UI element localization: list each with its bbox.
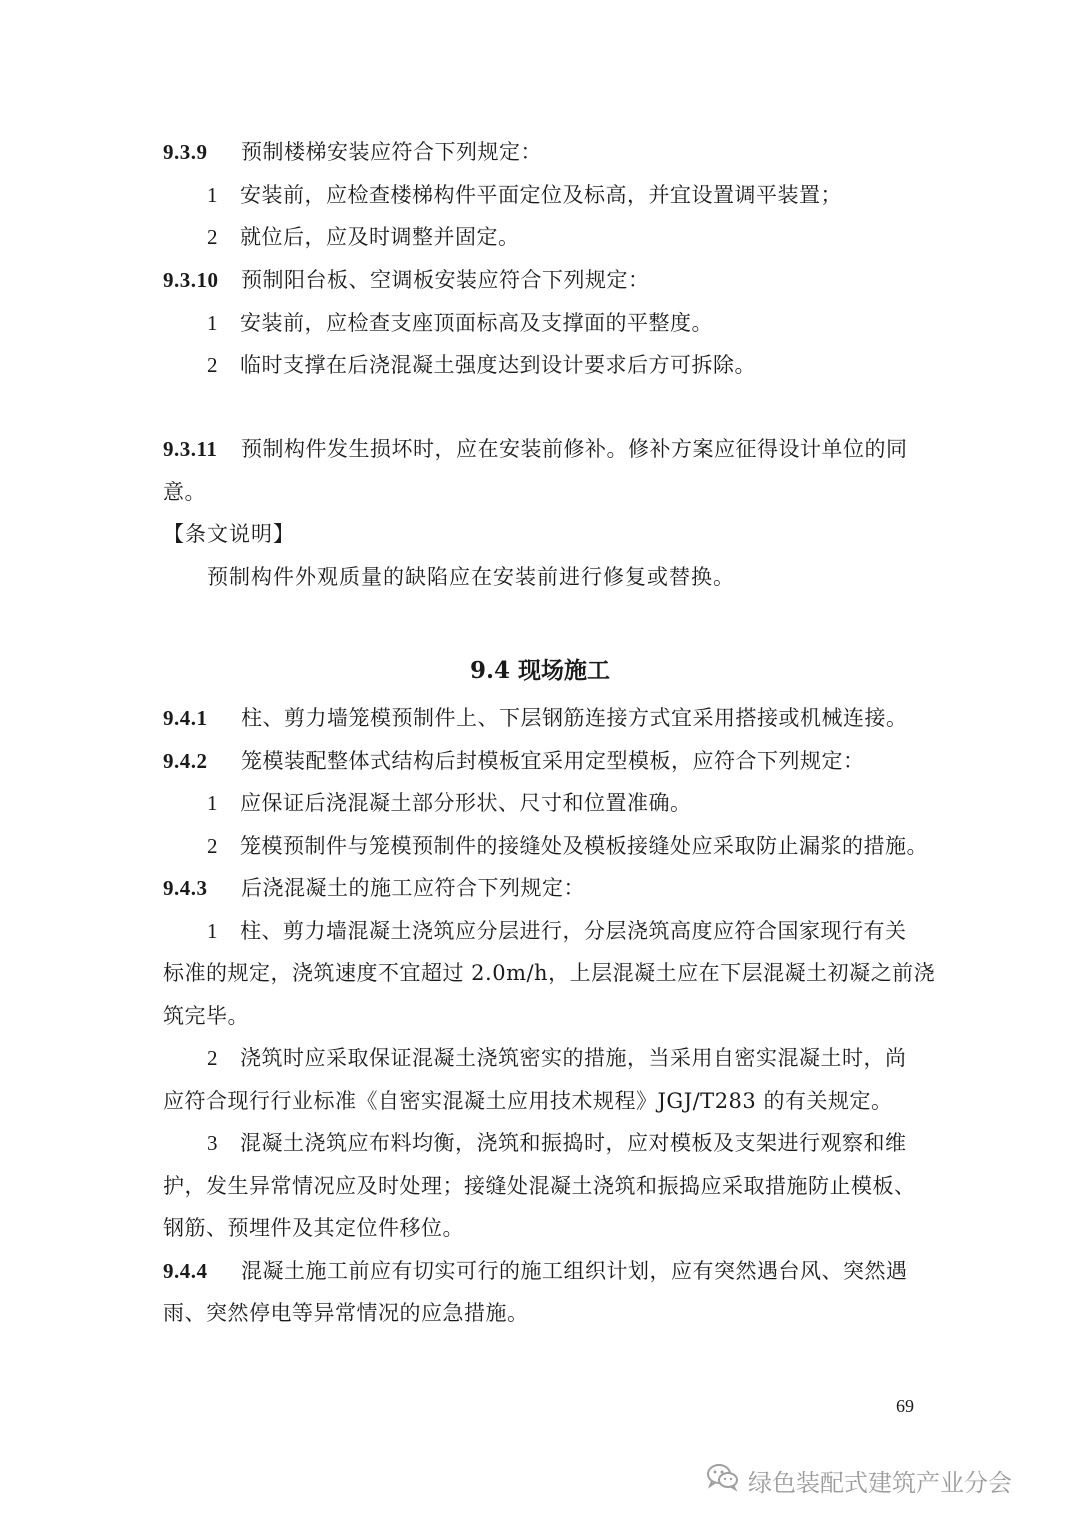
clause-number: 9.4.1	[163, 706, 208, 730]
section-heading: 9.4 现场施工	[469, 657, 611, 684]
clause-number: 9.3.10	[163, 268, 219, 292]
item-text: 浇筑时应采取保证混凝土浇筑密实的措施，当采用自密实混凝土时，尚	[240, 1046, 907, 1070]
item-text: 笼模预制件与笼模预制件的接缝处及模板接缝处应采取防止漏浆的措施。	[240, 834, 928, 858]
explanation-text: 预制构件外观质量的缺陷应在安装前进行修复或替换。	[207, 565, 735, 589]
item-number: 1	[207, 791, 218, 815]
clause-number: 9.3.11	[163, 437, 218, 461]
page-number: 69	[896, 1396, 914, 1416]
clause-text: 预制阳台板、空调板安装应符合下列规定：	[241, 268, 650, 292]
watermark	[706, 1460, 1012, 1500]
clause-9-3-9	[163, 137, 542, 167]
item-number: 2	[207, 1046, 218, 1070]
item-text-continued: 筑完毕。	[163, 1004, 249, 1028]
explanation-heading: 【条文说明】	[163, 522, 295, 546]
clause-number: 9.4.3	[163, 876, 208, 900]
item-number: 1	[207, 919, 218, 943]
wechat-icon	[706, 1462, 740, 1498]
list-item	[207, 222, 520, 252]
item-number: 1	[207, 183, 218, 207]
clause-text-continued: 意。	[163, 480, 206, 504]
item-text: 柱、剪力墙混凝土浇筑应分层进行，分层浇筑高度应符合国家现行有关	[240, 919, 907, 943]
clause-text: 预制楼梯安装应符合下列规定：	[241, 140, 542, 164]
item-text-continued: 护，发生异常情况应及时处理；接缝处混凝土浇筑和振捣应采取措施防止模板、	[163, 1174, 916, 1198]
item-number: 2	[207, 225, 218, 249]
list-item	[207, 1043, 907, 1073]
clause-number: 9.4.2	[163, 749, 208, 773]
clause-text: 笼模装配整体式结构后封模板宜采用定型模板，应符合下列规定：	[241, 749, 865, 773]
clause-9-3-11	[163, 434, 908, 464]
item-number: 2	[207, 353, 218, 377]
clause-9-4-1	[163, 703, 908, 733]
clause-number: 9.3.9	[163, 140, 208, 164]
clause-text: 混凝土施工前应有切实可行的施工组织计划，应有突然遇台风、突然遇	[241, 1259, 908, 1283]
clause-number: 9.4.4	[163, 1259, 208, 1283]
list-item	[207, 788, 692, 818]
item-number: 2	[207, 834, 218, 858]
item-number: 3	[207, 1131, 218, 1155]
list-item	[207, 916, 907, 946]
clause-text: 后浇混凝土的施工应符合下列规定：	[241, 876, 585, 900]
item-text: 混凝土浇筑应布料均衡，浇筑和振捣时，应对模板及支架进行观察和维	[240, 1131, 907, 1155]
item-text-continued: 应符合现行行业标准《自密实混凝土应用技术规程》JGJ/T283 的有关规定。	[163, 1089, 893, 1113]
clause-9-4-3	[163, 873, 585, 903]
item-number: 1	[207, 311, 218, 335]
list-item	[207, 180, 842, 210]
item-text: 安装前，应检查支座顶面标高及支撑面的平整度。	[240, 311, 713, 335]
list-item	[207, 308, 713, 338]
clause-9-3-10	[163, 265, 650, 295]
list-item	[207, 1128, 907, 1158]
item-text: 就位后，应及时调整并固定。	[240, 225, 520, 249]
item-text: 安装前，应检查楼梯构件平面定位及标高，并宜设置调平装置；	[240, 183, 842, 207]
item-text-continued: 钢筋、预埋件及其定位件移位。	[163, 1216, 464, 1240]
item-text: 应保证后浇混凝土部分形状、尺寸和位置准确。	[240, 791, 692, 815]
clause-text-continued: 雨、突然停电等异常情况的应急措施。	[163, 1301, 529, 1325]
clause-text: 柱、剪力墙笼模预制件上、下层钢筋连接方式宜采用搭接或机械连接。	[241, 706, 908, 730]
list-item	[207, 831, 928, 861]
clause-9-4-4	[163, 1256, 908, 1286]
clause-9-4-2	[163, 746, 865, 776]
watermark-text: 绿色装配式建筑产业分会	[748, 1468, 1012, 1497]
clause-text: 预制构件发生损坏时，应在安装前修补。修补方案应征得设计单位的同	[241, 437, 908, 461]
item-text: 临时支撑在后浇混凝土强度达到设计要求后方可拆除。	[240, 353, 756, 377]
list-item	[207, 350, 756, 380]
item-text-continued: 标准的规定，浇筑速度不宜超过 2.0m/h，上层混凝土应在下层混凝土初凝之前浇	[163, 961, 936, 985]
